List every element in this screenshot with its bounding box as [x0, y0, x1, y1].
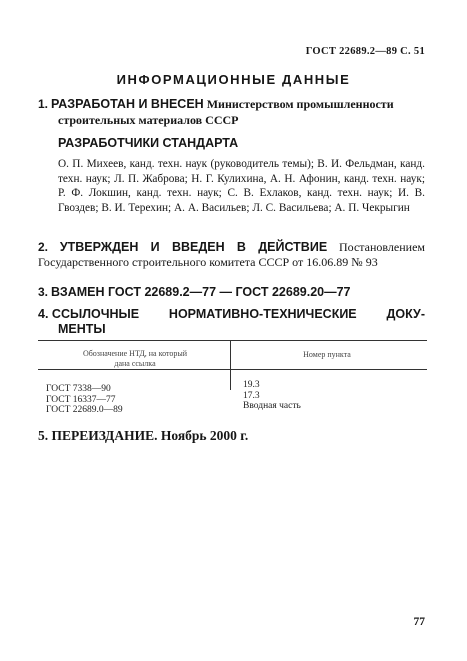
table-row-items	[243, 380, 301, 412]
section-3-number: 3.	[38, 285, 49, 299]
section-4-w1: ССЫЛОЧНЫЕ	[51, 307, 140, 321]
table-header-doc-line-2: дана ссылка	[114, 358, 156, 368]
section-1-label: РАЗРАБОТАН И ВНЕСЕН	[51, 97, 204, 111]
section-1-text: Министерством промышленности	[206, 97, 394, 111]
table-cell-doc: ГОСТ 16337—77	[46, 394, 116, 405]
table-cell-item: Вводная часть	[243, 401, 301, 411]
section-4-line-2: МЕНТЫ	[58, 321, 106, 336]
page-number: 77	[413, 616, 425, 628]
table-top-rule	[38, 340, 427, 341]
table-column-divider	[230, 340, 231, 390]
section-2-number: 2.	[38, 240, 49, 254]
page-header: ГОСТ 22689.2—89 С. 51	[305, 46, 425, 57]
section-4-word-1	[38, 307, 139, 322]
section-1-number: 1.	[38, 97, 49, 111]
section-1-text-continued: строительных материалов СССР	[58, 113, 239, 127]
page-title: ИНФОРМАЦИОННЫЕ ДАННЫЕ	[116, 72, 351, 87]
section-3-label: ВЗАМЕН ГОСТ 22689.2—77 — ГОСТ 22689.20—77	[51, 285, 351, 299]
section-3	[38, 285, 425, 300]
table-cell-item: 19.3	[243, 380, 260, 390]
table-header-item: Номер пункта	[303, 350, 351, 359]
table-cell-item: 17.3	[243, 390, 260, 401]
developers-list: О. П. Михеев, канд. техн. наук (руководитель темы); В. И. Фельдман, канд. техн. наук; Л. П. Жаброва; Н. Г. Кулихина, А. Н. Афонин, канд. техн. наук; Р. Ф. Локшин, канд. техн. наук; С. В. Ехлаков, канд. техн. наук; И. В. Гвоздев; В. И. Терехин; А. А. Васильев; Л. С. Васильева; А. П. Чекрыгин	[58, 158, 425, 214]
table-header-doc-line-1: Обозначение НТД, на который	[82, 349, 188, 358]
section-1	[38, 97, 425, 112]
section-2	[38, 240, 425, 269]
table-header-doc	[50, 349, 220, 368]
developers-heading: РАЗРАБОТЧИКИ СТАНДАРТА	[58, 136, 239, 150]
section-2-text: Постановлением Государственного строительного комитета СССР от 16.06.89 № 93	[38, 240, 425, 269]
table-cell-doc: ГОСТ 22689.0—89	[46, 405, 123, 415]
section-4-number: 4.	[38, 307, 49, 321]
table-cell-doc: ГОСТ 7338—90	[46, 384, 111, 394]
section-4-word-2: НОРМАТИВНО-ТЕХНИЧЕСКИЕ	[168, 307, 357, 321]
table-row	[46, 384, 123, 416]
section-4-line-1	[38, 307, 425, 322]
section-5: 5. ПЕРЕИЗДАНИЕ. Ноябрь 2000 г.	[38, 428, 249, 443]
section-2-label: УТВЕРЖДЕН И ВВЕДЕН В ДЕЙСТВИЕ	[59, 240, 328, 254]
section-4-word-3: ДОКУ-	[386, 307, 425, 321]
table-header-rule	[38, 369, 427, 370]
section-4	[38, 307, 425, 336]
